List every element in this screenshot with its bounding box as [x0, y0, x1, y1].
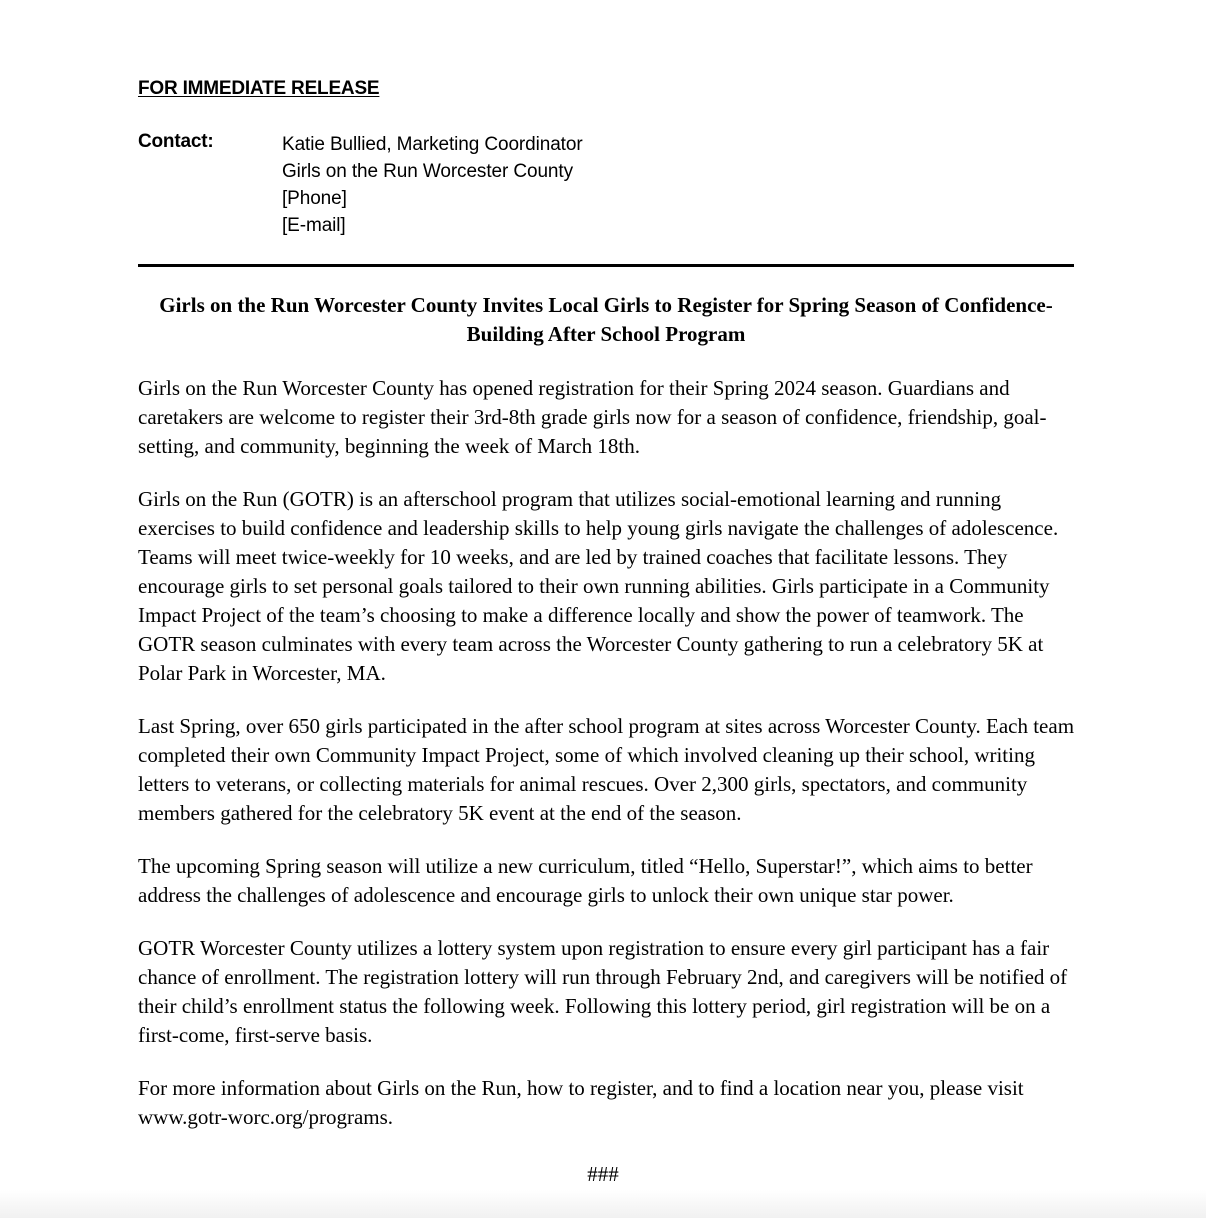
- paragraph-last-spring: Last Spring, over 650 girls participated in the after school program at sites across Worcester County. Each team completed their own Community Impact Project, some of which involved cleaning up their school, writing letters to veterans, or collecting materials for animal rescues. Over 2,300 girls, spectators, and community members gathered for the celebratory 5K event at the end of the season.: [138, 714, 1075, 825]
- contact-label: Contact:: [138, 131, 214, 152]
- paragraph-program: Girls on the Run (GOTR) is an afterschool program that utilizes social-emotional learning and running exercises to build confidence and leadership skills to help young girls navigate the challenges of adolescence. Teams will meet twice-weekly for 10 weeks, and are led by trained coaches that facilitate lessons. They encourage girls to set personal goals tailored to their own running abilities. Girls participate in a Community Impact Project of the team’s choosing to make a difference locally and show the power of teamwork. The GOTR season culminates with every team across the Worcester County gathering to run a celebratory 5K at Polar Park in Worcester, MA.: [138, 487, 1059, 685]
- paragraph-curriculum: The upcoming Spring season will utilize a new curriculum, titled “Hello, Superstar!”, which aims to better address the challenges of adolescence and encourage girls to unlock their own unique star power.: [138, 854, 1033, 907]
- contact-email: [E-mail]: [282, 215, 346, 236]
- contact-details: [282, 131, 583, 239]
- paragraph-more-info: For more information about Girls on the Run, how to register, and to find a location near you, please visit www.gotr-worc.org/programs.: [138, 1076, 1024, 1129]
- paragraph-lottery: GOTR Worcester County utilizes a lottery system upon registration to ensure every girl participant has a fair chance of enrollment. The registration lottery will run through February 2nd, and caregivers will be notified of their child’s enrollment status the following week. Following this lottery period, girl registration will be on a first-come, first-serve basis.: [138, 936, 1068, 1047]
- header-divider: [138, 264, 1074, 267]
- page-bottom-shade: [0, 1190, 1206, 1218]
- end-mark: ###: [587, 1162, 619, 1186]
- paragraph-registration: Girls on the Run Worcester County has opened registration for their Spring 2024 season. Guardians and caretakers are welcome to register their 3rd-8th grade girls now for a season of confidence, friendship, goal-setting, and community, beginning the week of March 18th.: [138, 376, 1047, 458]
- contact-organization: Girls on the Run Worcester County: [282, 161, 573, 182]
- contact-phone: [Phone]: [282, 188, 347, 209]
- headline: Girls on the Run Worcester County Invites Local Girls to Register for Spring Season of Confidence-Building After School Program: [159, 293, 1053, 346]
- release-label: FOR IMMEDIATE RELEASE: [138, 78, 380, 99]
- body-text: [138, 374, 1078, 1156]
- contact-name: Katie Bullied, Marketing Coordinator: [282, 134, 583, 155]
